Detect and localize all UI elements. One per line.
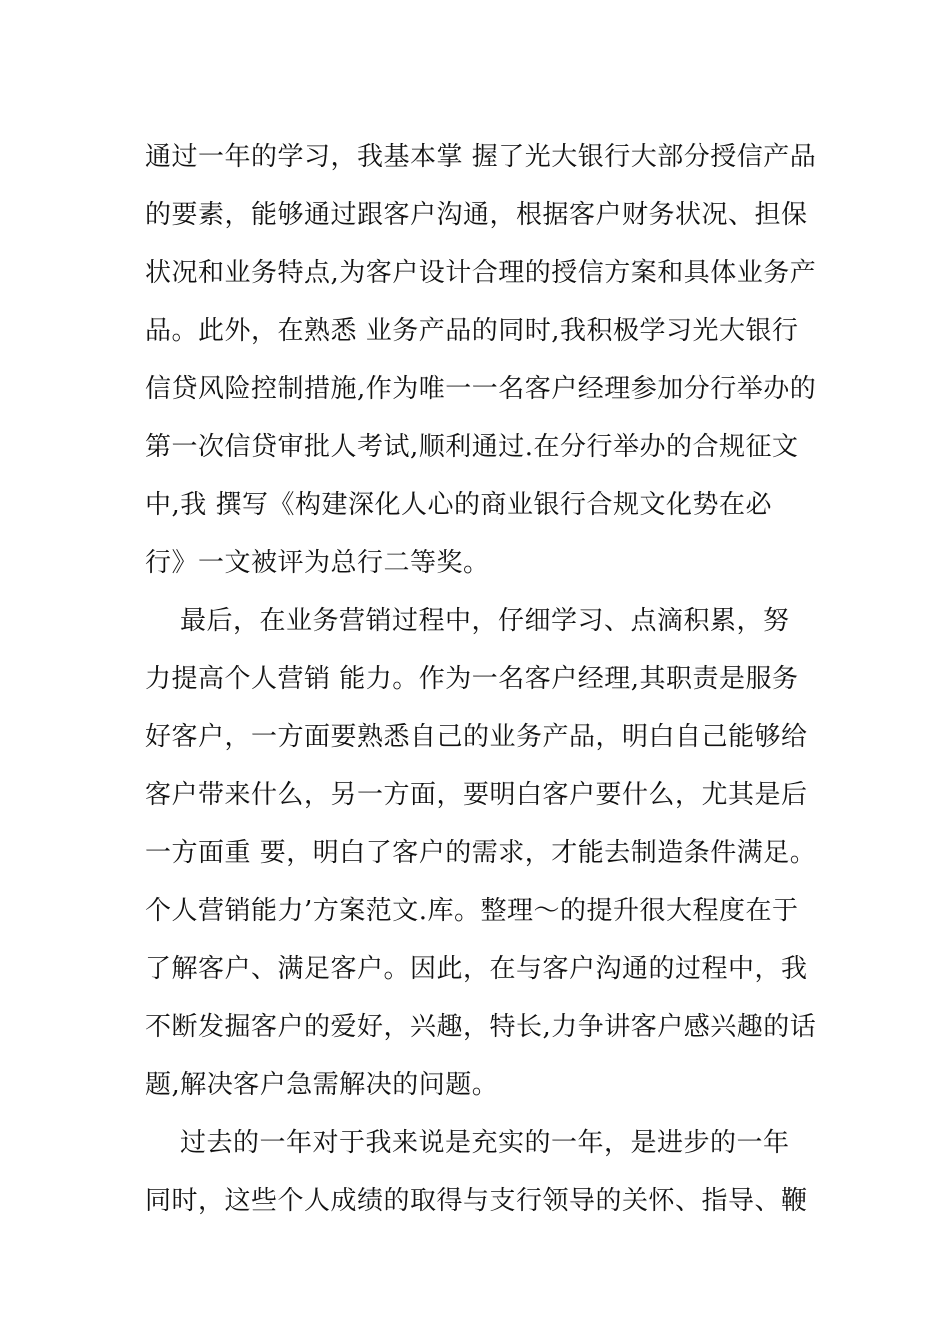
text-line: 第一次信贷审批人考试,顺利通过.在分行举办的合规征文 (145, 432, 799, 462)
text-line: 好客户，一方面要熟悉自己的业务产品，明白自己能够给 (145, 722, 808, 752)
text-line: 品。此外，在熟悉 业务产品的同时,我积极学习光大银行 (145, 316, 799, 346)
text-line: 状况和业务特点,为客户设计合理的授信方案和具体业务产 (145, 258, 817, 288)
body-text (145, 128, 817, 1230)
text-line: 的要素，能够通过跟客户沟通，根据客户财务状况、担保 (145, 200, 808, 230)
text-line: 通过一年的学习，我基本掌 握了光大银行大部分授信产品 (145, 142, 817, 172)
text-line: 一方面重 要，明白了客户的需求，才能去制造条件满足。 (145, 838, 817, 868)
text-line: 了解客户、满足客户。因此，在与客户沟通的过程中，我 (145, 954, 808, 984)
text-line: 同时，这些个人成绩的取得与支行领导的关怀、指导、鞭 (145, 1186, 808, 1216)
text-line: 力提高个人营销 能力。作为一名客户经理,其职责是服务 (145, 664, 799, 694)
text-line: 题,解决客户急需解决的问题。 (145, 1070, 499, 1100)
text-line: 不断发掘客户的爱好，兴趣，特长,力争讲客户感兴趣的话 (145, 1012, 817, 1042)
text-line: 过去的一年对于我来说是充实的一年，是进步的一年 (145, 1128, 790, 1158)
text-line: 中,我 撰写《构建深化人心的商业银行合规文化势在必 (145, 490, 773, 520)
text-line: 最后，在业务营销过程中，仔细学习、点滴积累，努 (145, 606, 790, 636)
text-line: 信贷风险控制措施,作为唯一一名客户经理参加分行举办的 (145, 374, 817, 404)
text-line: 行》一文被评为总行二等奖。 (145, 548, 490, 578)
text-line: 个人营销能力’方案范文.库。整理～的提升很大程度在于 (145, 896, 799, 926)
text-line: 客户带来什么，另一方面，要明白客户要什么，尤其是后 (145, 780, 808, 810)
